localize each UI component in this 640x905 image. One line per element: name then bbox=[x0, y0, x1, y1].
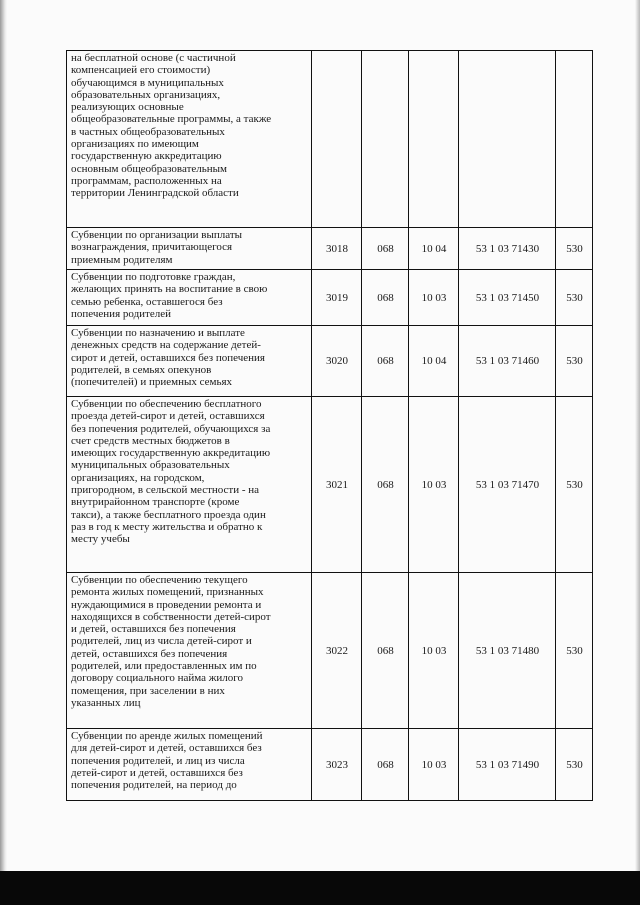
table-row bbox=[67, 228, 593, 270]
row-expense-type: 530 bbox=[556, 228, 593, 270]
row-code: 3019 bbox=[312, 270, 362, 326]
row-description: Субвенции по организации выплаты вознаграждения, причитающегося приемным родителям bbox=[67, 228, 312, 270]
table-row bbox=[67, 729, 593, 801]
row-admin-code: 068 bbox=[362, 397, 409, 573]
row-admin-code: 068 bbox=[362, 270, 409, 326]
table-row bbox=[67, 51, 593, 228]
row-target-article: 53 1 03 71470 bbox=[459, 397, 556, 573]
row-section: 10 04 bbox=[409, 228, 459, 270]
scan-right-edge bbox=[635, 0, 640, 905]
scan-bottom-border bbox=[0, 871, 640, 905]
row-expense-type: 530 bbox=[556, 397, 593, 573]
row-section: 10 04 bbox=[409, 326, 459, 397]
row-expense-type: 530 bbox=[556, 326, 593, 397]
row-expense-type: 530 bbox=[556, 270, 593, 326]
row-code bbox=[312, 51, 362, 228]
row-code: 3021 bbox=[312, 397, 362, 573]
row-target-article: 53 1 03 71450 bbox=[459, 270, 556, 326]
row-code: 3023 bbox=[312, 729, 362, 801]
table-row bbox=[67, 573, 593, 729]
row-description: Субвенции по назначению и выплате денежных средств на содержание детей- сирот и детей, оставшихся без попечения родителей, в семьях опекунов (попечителей) и приемных семьях bbox=[67, 326, 312, 397]
table-row bbox=[67, 326, 593, 397]
row-admin-code: 068 bbox=[362, 729, 409, 801]
row-code: 3018 bbox=[312, 228, 362, 270]
row-description: Субвенции по обеспечению бесплатного проезда детей-сирот и детей, оставшихся без попечения родителей, обучающихся за счет средств местных бюджетов в имеющих государственную аккредитацию муниципальных образовательных организациях, на городском, пригородном, в сельской местности - на внутрирайонном транспорте (кроме такси), а также бесплатного проезда один раз в год к месту жительства и обратно к месту учебы bbox=[67, 397, 312, 573]
row-description: Субвенции по подготовке граждан, желающих принять на воспитание в свою семью ребенка, оставшегося без попечения родителей bbox=[67, 270, 312, 326]
scan-left-edge bbox=[0, 0, 7, 905]
row-admin-code bbox=[362, 51, 409, 228]
row-description: Субвенции по обеспечению текущего ремонта жилых помещений, признанных нуждающимися в проведении ремонта и находящихся в собственности детей-сирот и детей, оставшихся без попечения родителей, лиц из числа детей-сирот и детей, оставшихся без попечения родителей, или предоставленных им по договору социального найма жилого помещения, при заселении в них указанных лиц bbox=[67, 573, 312, 729]
row-section: 10 03 bbox=[409, 729, 459, 801]
row-code: 3020 bbox=[312, 326, 362, 397]
budget-classification-table bbox=[66, 50, 593, 801]
row-admin-code: 068 bbox=[362, 326, 409, 397]
row-target-article bbox=[459, 51, 556, 228]
row-target-article: 53 1 03 71460 bbox=[459, 326, 556, 397]
row-description: на бесплатной основе (с частичной компенсацией его стоимости) обучающимся в муниципальных образовательных организациях, реализующих основные общеобразовательные программы, а также в частных общеобразовательных организациях по имеющим государственную аккредитацию основным общеобразовательным программам, расположенных на территории Ленинградской области bbox=[67, 51, 312, 228]
row-expense-type: 530 bbox=[556, 729, 593, 801]
row-code: 3022 bbox=[312, 573, 362, 729]
row-section: 10 03 bbox=[409, 397, 459, 573]
row-target-article: 53 1 03 71430 bbox=[459, 228, 556, 270]
row-expense-type: 530 bbox=[556, 573, 593, 729]
row-target-article: 53 1 03 71480 bbox=[459, 573, 556, 729]
table-row bbox=[67, 397, 593, 573]
row-expense-type bbox=[556, 51, 593, 228]
row-section bbox=[409, 51, 459, 228]
table-row bbox=[67, 270, 593, 326]
row-section: 10 03 bbox=[409, 270, 459, 326]
row-description: Субвенции по аренде жилых помещений для детей-сирот и детей, оставшихся без попечения родителей, и лиц из числа детей-сирот и детей, оставшихся без попечения родителей, на период до bbox=[67, 729, 312, 801]
row-target-article: 53 1 03 71490 bbox=[459, 729, 556, 801]
row-admin-code: 068 bbox=[362, 573, 409, 729]
row-section: 10 03 bbox=[409, 573, 459, 729]
row-admin-code: 068 bbox=[362, 228, 409, 270]
